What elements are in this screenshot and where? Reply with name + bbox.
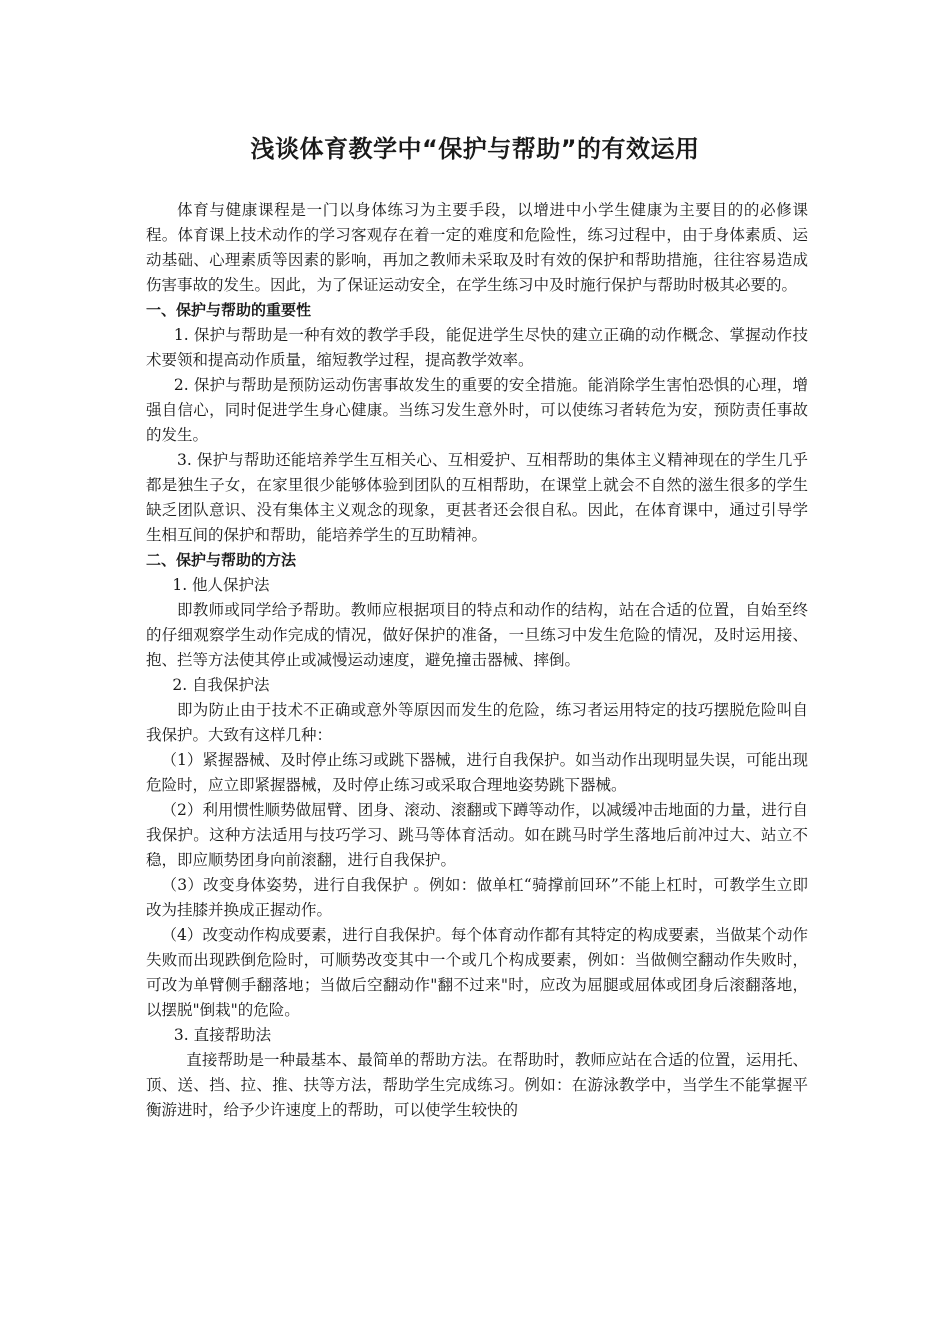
method-2-item-4: （4）改变动作构成要素，进行自我保护。每个体育动作都有其特定的构成要素，当做某个动作失败而出现跌倒危险时，可顺势改变其中一个或几个构成要素，例如：当做侧空翻动作失败时，可改为单臂侧手翻落地；当做后空翻动作"翻不过来"时，应改为屈腿或屈体或团身后滚翻落地，以摆脱"倒栽"的危险。: [146, 926, 808, 1019]
importance-point-3: 3. 保护与帮助还能培养学生互相关心、互相爱护、互相帮助的集体主义精神现在的学生几乎都是独生子女，在家里很少能够体验到团队的互相帮助，在课堂上就会不自然的滋生很多的学生缺乏团队意识、没有集体主义观念的现象，更甚者还会很自私。因此，在体育课中，通过引导学生相互间的保护和帮助，能培养学生的互助精神。: [146, 451, 808, 544]
method-subheading-2: 2. 自我保护法: [172, 676, 270, 694]
intro-paragraph: 体育与健康课程是一门以身体练习为主要手段，以增进中小学生健康为主要目的的必修课程。体育课上技术动作的学习客观存在着一定的难度和危险性，练习过程中，由于身体素质、运动基础、心理素质等因素的影响，再加之教师未采取及时有效的保护和帮助措施，往往容易造成伤害事故的发生。因此，为了保证运动安全，在学生练习中及时施行保护与帮助时极其必要的。: [146, 201, 808, 294]
method-2-item-2: （2）利用惯性顺势做屈臂、团身、滚动、滚翻或下蹲等动作，以减缓冲击地面的力量，进行自我保护。这种方法适用与技巧学习、跳马等体育活动。如在跳马时学生落地后前冲过大、站立不稳，即应顺势团身向前滚翻，进行自我保护。: [146, 801, 808, 869]
method-2-text: 即为防止由于技术不正确或意外等原因而发生的危险，练习者运用特定的技巧摆脱危险叫自我保护。大致有这样几种：: [146, 701, 808, 744]
importance-point-1: 1. 保护与帮助是一种有效的教学手段，能促进学生尽快的建立正确的动作概念、掌握动作技术要领和提高动作质量，缩短教学过程，提高教学效率。: [146, 326, 808, 369]
method-subheading-1: 1. 他人保护法: [172, 576, 270, 594]
method-subheading-3: 3. 直接帮助法: [173, 1026, 272, 1044]
section-heading-methods: 二、保护与帮助的方法: [146, 551, 297, 569]
document-title: 浅谈体育教学中“保护与帮助”的有效运用: [250, 135, 700, 163]
method-2-item-1: （1）紧握器械、及时停止练习或跳下器械，进行自我保护。如当动作出现明显失误，可能出现危险时，应立即紧握器械，及时停止练习或采取合理地姿势跳下器械。: [146, 751, 808, 794]
method-3-text: 直接帮助是一种最基本、最简单的帮助方法。在帮助时，教师应站在合适的位置，运用托、顶、送、挡、拉、推、扶等方法，帮助学生完成练习。例如：在游泳教学中，当学生不能掌握平衡游进时，给予少许速度上的帮助，可以使学生较快的: [146, 1051, 808, 1119]
document-body: [146, 198, 808, 1123]
importance-point-2: 2. 保护与帮助是预防运动伤害事故发生的重要的安全措施。能消除学生害怕恐惧的心理，增强自信心，同时促进学生身心健康。当练习发生意外时，可以使练习者转危为安，预防责任事故的发生。: [146, 376, 808, 444]
method-1-text: 即教师或同学给予帮助。教师应根据项目的特点和动作的结构，站在合适的位置，自始至终的仔细观察学生动作完成的情况，做好保护的准备，一旦练习中发生危险的情况，及时运用接、抱、拦等方法使其停止或减慢运动速度，避免撞击器械、摔倒。: [146, 601, 808, 669]
method-2-item-3: （3）改变身体姿势，进行自我保护 。例如：做单杠“骑撑前回环”不能上杠时，可教学生立即改为挂膝并换成正握动作。: [146, 876, 808, 919]
section-heading-importance: 一、保护与帮助的重要性: [146, 301, 312, 319]
